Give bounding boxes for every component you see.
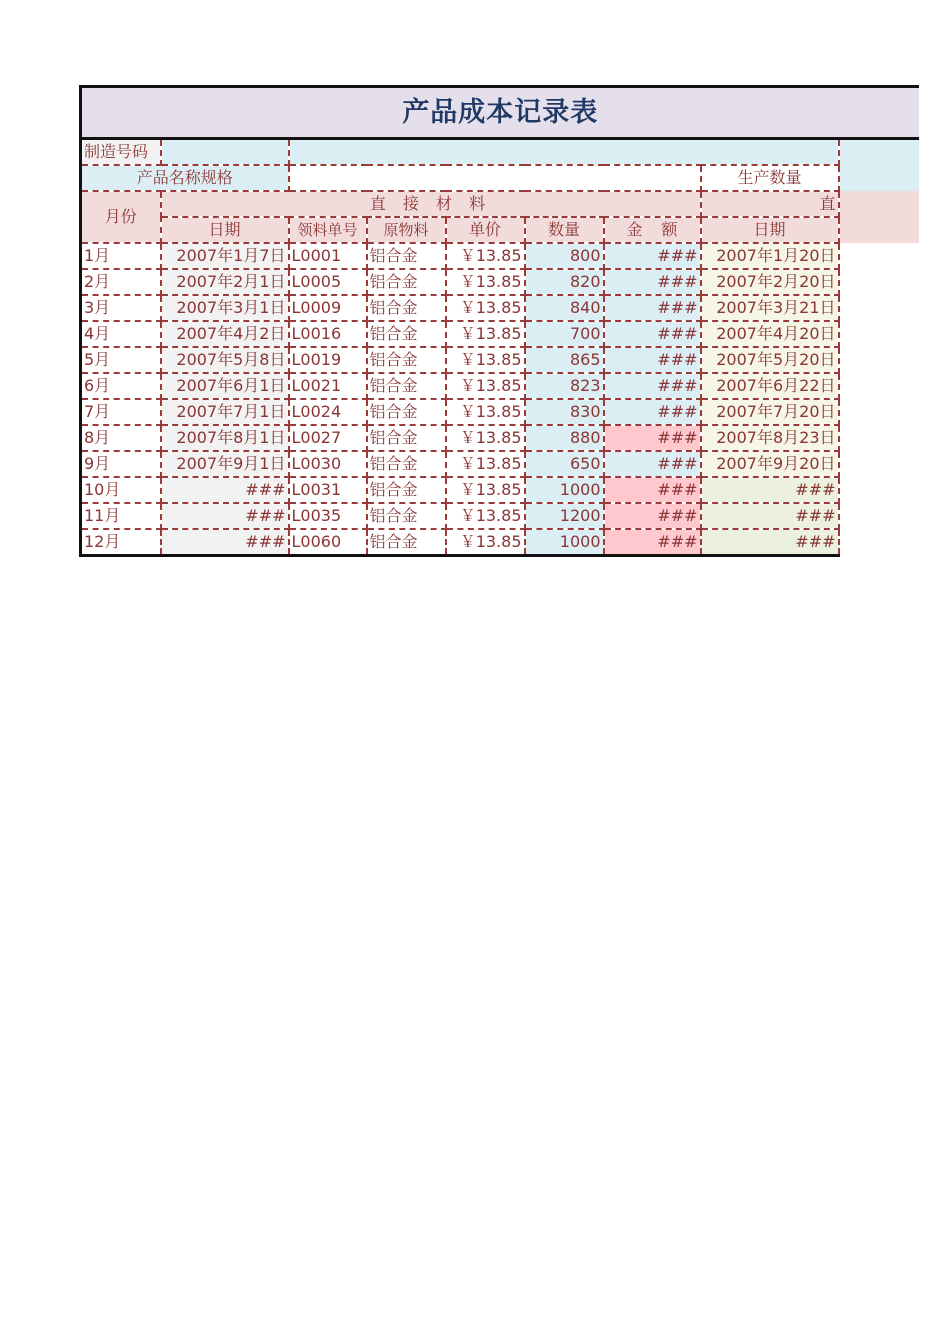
row-ext-cell	[839, 529, 919, 556]
manufacture-no-ext-cell[interactable]	[839, 139, 919, 166]
date2-cell[interactable]: 2007年3月21日	[701, 295, 839, 321]
amount-cell[interactable]: ###	[604, 269, 701, 295]
order-no-cell[interactable]: L0030	[289, 451, 367, 477]
production-qty-label: 生产数量	[701, 165, 839, 191]
direct-material-header: 直 接 材 料	[161, 191, 701, 217]
table-row	[81, 529, 919, 556]
table-row	[81, 321, 919, 347]
col-header-date: 日期	[161, 217, 289, 243]
month-cell[interactable]: 10月	[81, 477, 161, 503]
qty-cell[interactable]: 1000	[525, 529, 604, 556]
order-no-cell[interactable]: L0005	[289, 269, 367, 295]
direct-material-header-row	[81, 191, 919, 217]
spreadsheet	[79, 85, 917, 557]
row-ext-cell	[839, 295, 919, 321]
table-row	[81, 503, 919, 529]
row-ext-cell	[839, 425, 919, 451]
material-cell[interactable]: 铝合金	[367, 269, 446, 295]
material-cell[interactable]: 铝合金	[367, 529, 446, 556]
order-no-cell[interactable]: L0001	[289, 243, 367, 269]
amount-cell[interactable]: ###	[604, 425, 701, 451]
month-header: 月份	[81, 191, 161, 243]
row-ext-cell	[839, 451, 919, 477]
amount-cell[interactable]: ###	[604, 477, 701, 503]
date2-cell[interactable]: 2007年7月20日	[701, 399, 839, 425]
date2-cell[interactable]: ###	[701, 503, 839, 529]
material-cell[interactable]: 铝合金	[367, 399, 446, 425]
date-cell[interactable]: ###	[161, 503, 289, 529]
date-cell[interactable]: 2007年6月1日	[161, 373, 289, 399]
qty-cell[interactable]: 650	[525, 451, 604, 477]
title-row	[81, 87, 919, 139]
qty-cell[interactable]: 1200	[525, 503, 604, 529]
order-no-cell[interactable]: L0019	[289, 347, 367, 373]
price-cell[interactable]: ￥13.85	[446, 269, 525, 295]
material-cell[interactable]: 铝合金	[367, 321, 446, 347]
price-cell[interactable]: ￥13.85	[446, 503, 525, 529]
price-cell[interactable]: ￥13.85	[446, 529, 525, 556]
qty-cell[interactable]: 830	[525, 399, 604, 425]
row-ext-cell	[839, 477, 919, 503]
col-header-amount: 金 额	[604, 217, 701, 243]
price-cell[interactable]: ￥13.85	[446, 425, 525, 451]
order-no-cell[interactable]: L0060	[289, 529, 367, 556]
date-cell[interactable]: ###	[161, 529, 289, 556]
row-ext-cell	[839, 243, 919, 269]
date-cell[interactable]: 2007年2月1日	[161, 269, 289, 295]
table-row	[81, 451, 919, 477]
order-no-cell[interactable]: L0035	[289, 503, 367, 529]
order-no-cell[interactable]: L0009	[289, 295, 367, 321]
col-header-price: 单价	[446, 217, 525, 243]
price-cell[interactable]: ￥13.85	[446, 295, 525, 321]
date-cell[interactable]: 2007年5月8日	[161, 347, 289, 373]
row-ext-cell	[839, 269, 919, 295]
month-cell[interactable]: 1月	[81, 243, 161, 269]
material-cell[interactable]: 铝合金	[367, 295, 446, 321]
manufacture-no-value-cell[interactable]	[161, 139, 289, 166]
product-name-row	[81, 165, 919, 191]
amount-cell[interactable]: ###	[604, 347, 701, 373]
row-ext-cell	[839, 373, 919, 399]
table-row	[81, 477, 919, 503]
page-title: 产品成本记录表	[81, 87, 919, 139]
price-cell[interactable]: ￥13.85	[446, 321, 525, 347]
product-name-value-cell[interactable]	[289, 165, 701, 191]
date-cell[interactable]: 2007年9月1日	[161, 451, 289, 477]
table-row	[81, 373, 919, 399]
manufacture-no-merged-cell[interactable]	[289, 139, 839, 166]
month-cell[interactable]: 7月	[81, 399, 161, 425]
row-ext-cell	[839, 503, 919, 529]
month-cell[interactable]: 8月	[81, 425, 161, 451]
material-cell[interactable]: 铝合金	[367, 503, 446, 529]
amount-cell[interactable]: ###	[604, 321, 701, 347]
material-cell[interactable]: 铝合金	[367, 373, 446, 399]
month-cell[interactable]: 3月	[81, 295, 161, 321]
order-no-cell[interactable]: L0024	[289, 399, 367, 425]
month-cell[interactable]: 11月	[81, 503, 161, 529]
col-header-date2: 日期	[701, 217, 839, 243]
date2-cell[interactable]: 2007年2月20日	[701, 269, 839, 295]
month-cell[interactable]: 5月	[81, 347, 161, 373]
direct-header-ext-cell	[839, 191, 919, 217]
date2-cell[interactable]: 2007年5月20日	[701, 347, 839, 373]
table-row	[81, 243, 919, 269]
amount-cell[interactable]: ###	[604, 243, 701, 269]
date-cell[interactable]: 2007年8月1日	[161, 425, 289, 451]
row-ext-cell	[839, 399, 919, 425]
amount-cell[interactable]: ###	[604, 295, 701, 321]
order-no-cell[interactable]: L0016	[289, 321, 367, 347]
product-name-label: 产品名称规格	[81, 165, 289, 191]
table-row	[81, 425, 919, 451]
price-cell[interactable]: ￥13.85	[446, 373, 525, 399]
qty-cell[interactable]: 1000	[525, 477, 604, 503]
table-row	[81, 347, 919, 373]
manufacture-no-row	[81, 139, 919, 166]
month-cell[interactable]: 9月	[81, 451, 161, 477]
month-cell[interactable]: 2月	[81, 269, 161, 295]
month-cell[interactable]: 6月	[81, 373, 161, 399]
amount-cell[interactable]: ###	[604, 503, 701, 529]
col-header-qty: 数量	[525, 217, 604, 243]
material-cell[interactable]: 铝合金	[367, 425, 446, 451]
date-cell[interactable]: 2007年7月1日	[161, 399, 289, 425]
date2-cell[interactable]: 2007年4月20日	[701, 321, 839, 347]
amount-cell[interactable]: ###	[604, 451, 701, 477]
date-cell[interactable]: 2007年3月1日	[161, 295, 289, 321]
qty-cell[interactable]: 865	[525, 347, 604, 373]
month-cell[interactable]: 12月	[81, 529, 161, 556]
col-header-order-no: 领料单号	[289, 217, 367, 243]
order-no-cell[interactable]: L0031	[289, 477, 367, 503]
row-ext-cell	[839, 347, 919, 373]
price-cell[interactable]: ￥13.85	[446, 347, 525, 373]
date2-cell[interactable]: ###	[701, 529, 839, 556]
order-no-cell[interactable]: L0021	[289, 373, 367, 399]
date-cell[interactable]: ###	[161, 477, 289, 503]
order-no-cell[interactable]: L0027	[289, 425, 367, 451]
material-cell[interactable]: 铝合金	[367, 347, 446, 373]
table-row	[81, 295, 919, 321]
row-ext-cell	[839, 321, 919, 347]
material-cell[interactable]: 铝合金	[367, 243, 446, 269]
price-cell[interactable]: ￥13.85	[446, 451, 525, 477]
date2-cell[interactable]: 2007年6月22日	[701, 373, 839, 399]
price-cell[interactable]: ￥13.85	[446, 243, 525, 269]
qty-cell[interactable]: 880	[525, 425, 604, 451]
qty-cell[interactable]: 823	[525, 373, 604, 399]
amount-cell[interactable]: ###	[604, 399, 701, 425]
cost-record-table	[79, 85, 919, 557]
qty-cell[interactable]: 820	[525, 269, 604, 295]
qty-cell[interactable]: 840	[525, 295, 604, 321]
date2-cell[interactable]: 2007年9月20日	[701, 451, 839, 477]
manufacture-no-label: 制造号码	[81, 139, 161, 166]
material-cell[interactable]: 铝合金	[367, 477, 446, 503]
price-cell[interactable]: ￥13.85	[446, 477, 525, 503]
price-cell[interactable]: ￥13.85	[446, 399, 525, 425]
month-cell[interactable]: 4月	[81, 321, 161, 347]
date2-cell[interactable]: ###	[701, 477, 839, 503]
date2-cell[interactable]: 2007年1月20日	[701, 243, 839, 269]
qty-cell[interactable]: 700	[525, 321, 604, 347]
table-row	[81, 269, 919, 295]
column-header-row	[81, 217, 919, 243]
qty-cell[interactable]: 800	[525, 243, 604, 269]
date-cell[interactable]: 2007年4月2日	[161, 321, 289, 347]
table-row	[81, 399, 919, 425]
col-header-ext-cell	[839, 217, 919, 243]
material-cell[interactable]: 铝合金	[367, 451, 446, 477]
production-qty-ext-cell[interactable]	[839, 165, 919, 191]
date-cell[interactable]: 2007年1月7日	[161, 243, 289, 269]
amount-cell[interactable]: ###	[604, 529, 701, 556]
direct-labor-header: 直	[701, 191, 839, 217]
col-header-material: 原物料	[367, 217, 446, 243]
date2-cell[interactable]: 2007年8月23日	[701, 425, 839, 451]
amount-cell[interactable]: ###	[604, 373, 701, 399]
